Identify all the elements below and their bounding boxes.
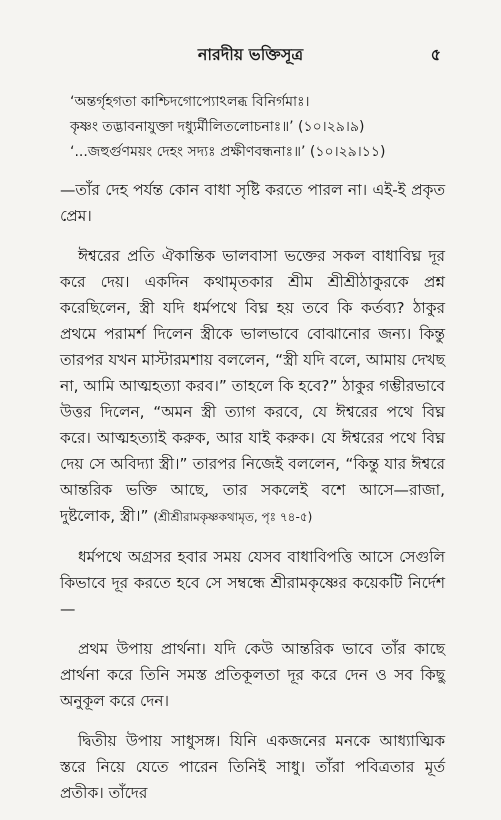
- running-title: নারদীয় ভক্তিসূত্র: [197, 45, 304, 64]
- paragraph: ধর্মপথে অগ্রসর হবার সময় যেসব বাধাবিপত্তি আসে সেগুলি কিভাবে দূর করতে হবে সে সম্বন্ধে শ্রীরামকৃষ্ণের কয়েকটি নির্দেশ—: [60, 548, 445, 618]
- citation: (শ্রীশ্রীরামকৃষ্ণকথামৃত, পৃঃ ৭৪-৫): [153, 510, 313, 524]
- verse-line: ‘...জহুর্গুণময়ং দেহং সদ্যঃ প্রক্ষীণবন্ধনাঃ॥’ (১০।২৯।১১): [70, 144, 386, 160]
- paragraph: প্রথম উপায় প্রার্থনা। যদি কেউ আন্তরিক ভাবে তাঁর কাছে প্রার্থনা করে তিনি সমস্ত প্রতিকূলতা দূর করে দেন ও সব কিছু অনুকূল করে দেন।: [60, 640, 445, 710]
- paragraph: দ্বিতীয় উপায় সাধুসঙ্গ। যিনি একজনের মনকে আধ্যাত্মিক স্তরে নিয়ে যেতে পারেন তিনিই সাধু। তাঁরা পবিত্রতার মূর্ত প্রতীক। তাঁদের: [60, 732, 445, 802]
- verse-line: কৃষ্ণং তদ্ভাবনাযুক্তা দধ্যুর্মীলিতলোচনাঃ॥’ (১০।২৯।৯): [70, 119, 365, 135]
- page-header: [0, 42, 501, 66]
- page-number: ৫: [430, 45, 441, 64]
- paragraph-text: ঈশ্বরের প্রতি ঐকান্তিক ভালবাসা ভক্তের সকল বাধাবিঘ্ন দূর করে দেয়। একদিন কথামৃতকার শ্রীম শ্রীশ্রীঠাকুরকে প্রশ্ন করেছিলেন, স্ত্রী যদি ধর্মপথে বিঘ্ন হয় তবে কি কর্তব্য? ঠাকুর প্রথমে পরামর্শ দিলেন স্ত্রীকে ভালভাবে বোঝানোর জন্য। কিন্তু তারপর যখন মাস্টারমশায় বললেন, “স্ত্রী যদি বলে, আমায় দেখছ না, আমি আত্মহত্যা করব।” তাহলে কি হবে?” ঠাকুর গম্ভীরভাবে উত্তর দিলেন, “অমন স্ত্রী ত্যাগ করবে, যে ঈশ্বরের পথে বিঘ্ন করে। আত্মহত্যাই করুক, আর যাই করুক। যে ঈশ্বরের পথে বিঘ্ন দেয় সে অবিদ্যা স্ত্রী।” তারপর নিজেই বললেন, “কিন্তু যার ঈশ্বরে আন্তরিক ভক্তি আছে, তার সকলেই বশে আসে—রাজা, দুষ্টলোক, স্ত্রী।”: [60, 247, 445, 525]
- paragraph: [60, 243, 445, 530]
- body-text: [60, 92, 445, 820]
- paragraph: —তাঁর দেহ পর্যন্ত কোন বাধা সৃষ্টি করতে পারল না। এই-ই প্রকৃত প্রেম।: [60, 181, 445, 225]
- verse-line: ‘অন্তর্গৃহগতা কাশ্চিদগোপ্যোঽলব্ধ বিনির্গমাঃ।: [70, 94, 310, 110]
